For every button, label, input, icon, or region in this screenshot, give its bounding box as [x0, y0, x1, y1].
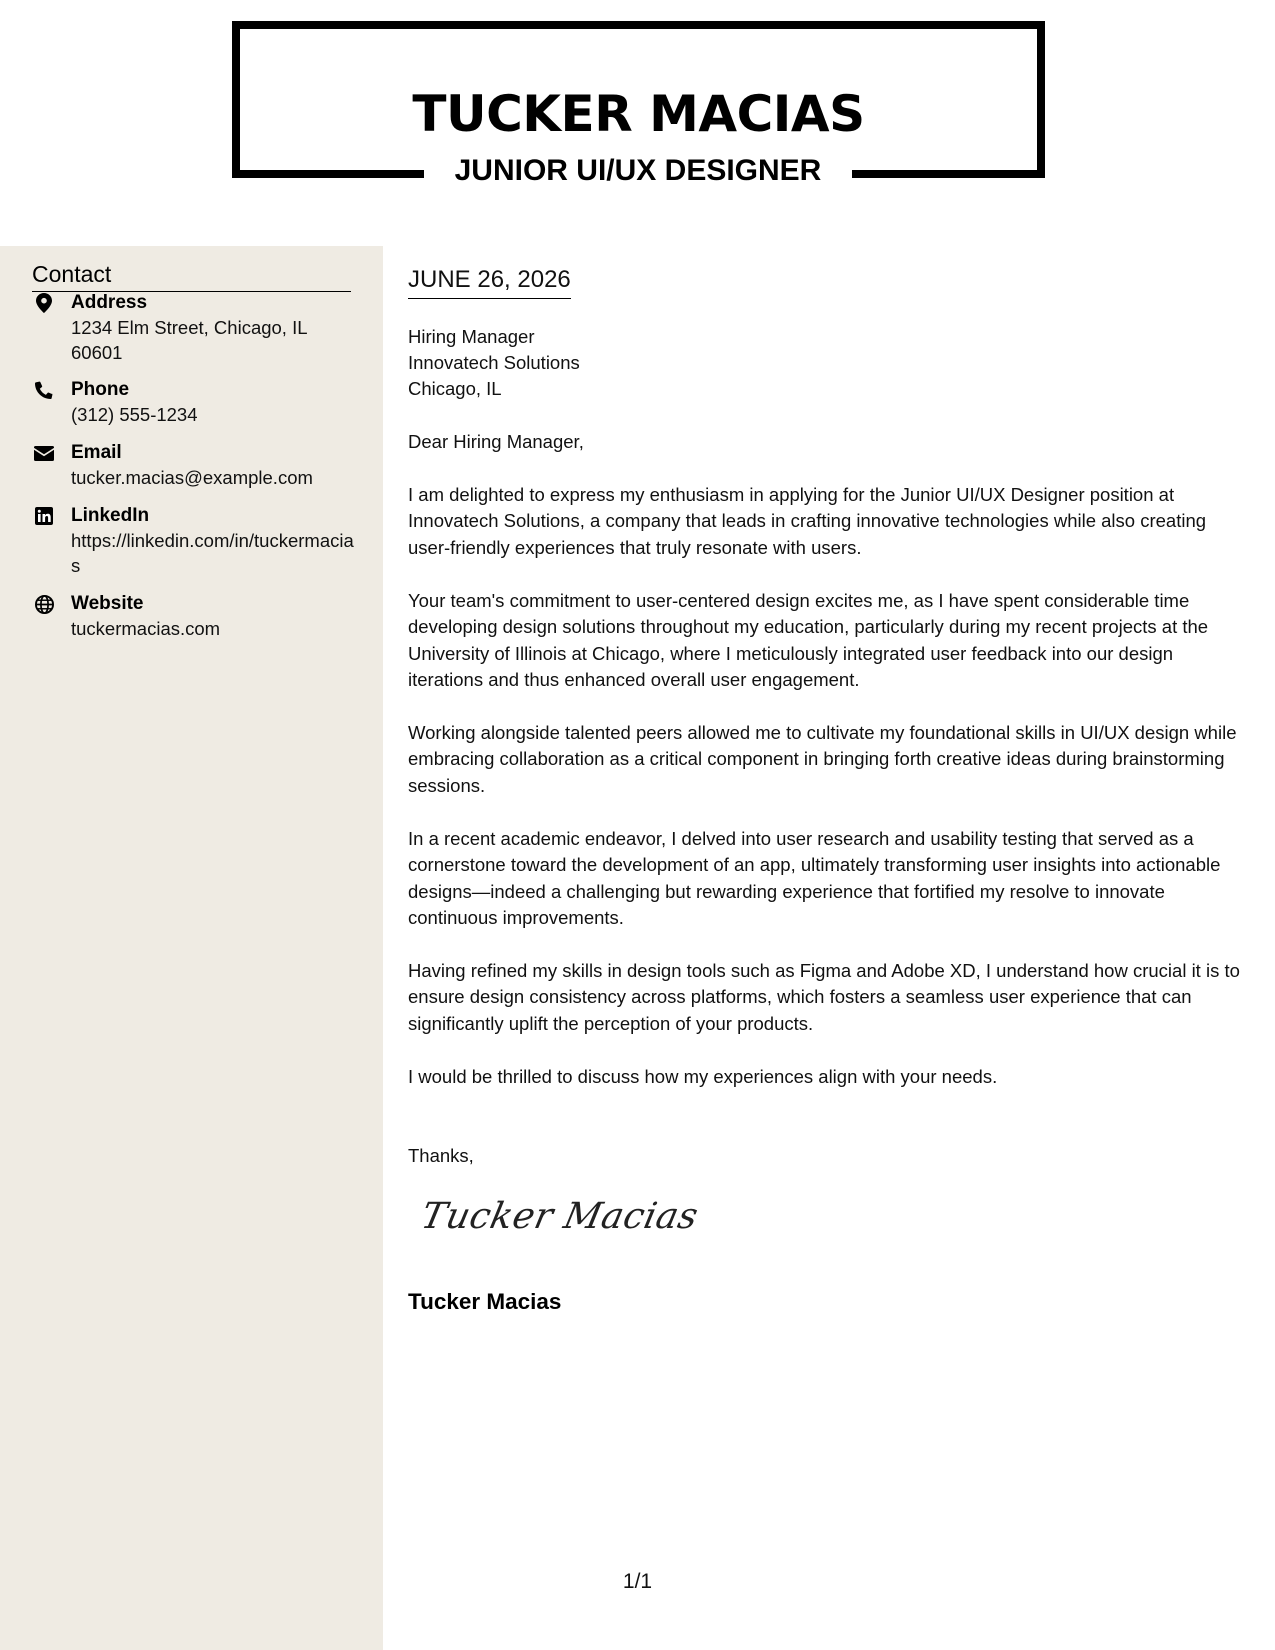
contact-label: Phone [71, 379, 130, 400]
letter-paragraph: Having refined my skills in design tools such as Figma and Adobe XD, I understand how crucial it is to ensure design consistency across platforms, which fosters a seamless user experience that can significantly uplift the perception of your products. [408, 960, 1240, 1034]
address-value: 1234 Elm Street, Chicago, IL 60601 [71, 317, 307, 363]
letter-paragraph: I would be thrilled to discuss how my experiences align with your needs. [408, 1066, 998, 1087]
letter-paragraph: I am delighted to express my enthusiasm in applying for the Junior UI/UX Designer position at Innovatech Solutions, a company that leads in crafting innovative technologies while also creating user-friendly experiences that truly resonate with users. [408, 484, 1207, 558]
job-title-band [424, 150, 852, 196]
website-value[interactable]: tuckermacias.com [71, 618, 221, 639]
linkedin-value[interactable]: https://linkedin.com/in/tuckermacias [71, 530, 354, 576]
closing: Thanks, [408, 1145, 474, 1166]
letter-header [0, 0, 1275, 246]
phone-icon [32, 379, 56, 401]
signer-name: Tucker Macias [408, 1289, 562, 1314]
page-number: 1/1 [622, 1570, 653, 1593]
letter-paragraph: Working alongside talented peers allowed me to cultivate my foundational skills in UI/UX design while embracing collaboration as a critical component in bringing forth creative ideas during brainstorming sessions. [408, 722, 1237, 796]
contact-heading: Contact [32, 261, 351, 292]
applicant-name: TUCKER MACIAS [412, 85, 865, 143]
email-value[interactable]: tucker.macias@example.com [71, 467, 313, 488]
envelope-icon [32, 442, 56, 464]
recipient-line: Innovatech Solutions [408, 352, 580, 373]
letter-paragraph: Your team's commitment to user-centered design excites me, as I have spent considerable time developing design solutions throughout my education, particularly during my recent projects at the University of Illinois at Chicago, where I meticulously integrated user feedback into our design iterations and thus enhanced overall user engagement. [408, 590, 1209, 690]
globe-icon [32, 593, 56, 615]
letter-date: JUNE 26, 2026 [408, 266, 571, 299]
phone-value[interactable]: (312) 555-1234 [71, 404, 198, 425]
letter-paragraph: In a recent academic endeavor, I delved into user research and usability testing that served as a cornerstone toward the development of an app, ultimately transforming user insights into actionable designs—indeed a challenging but rewarding experience that fortified my resolve to innovate continuous improvements. [408, 828, 1221, 928]
linkedin-icon [32, 505, 56, 527]
recipient-line: Hiring Manager [408, 326, 535, 347]
recipient-line: Chicago, IL [408, 378, 502, 399]
recipient-block [408, 324, 580, 402]
contact-label: Website [71, 593, 144, 614]
contact-label: Email [71, 442, 122, 463]
contact-label: LinkedIn [71, 505, 150, 526]
contact-sidebar [0, 246, 383, 1650]
handwritten-signature: Tucker Macias [417, 1196, 702, 1237]
map-pin-icon [32, 292, 56, 314]
job-title: JUNIOR UI/UX DESIGNER [454, 154, 822, 187]
salutation: Dear Hiring Manager, [408, 431, 584, 452]
contact-label: Address [71, 292, 148, 313]
